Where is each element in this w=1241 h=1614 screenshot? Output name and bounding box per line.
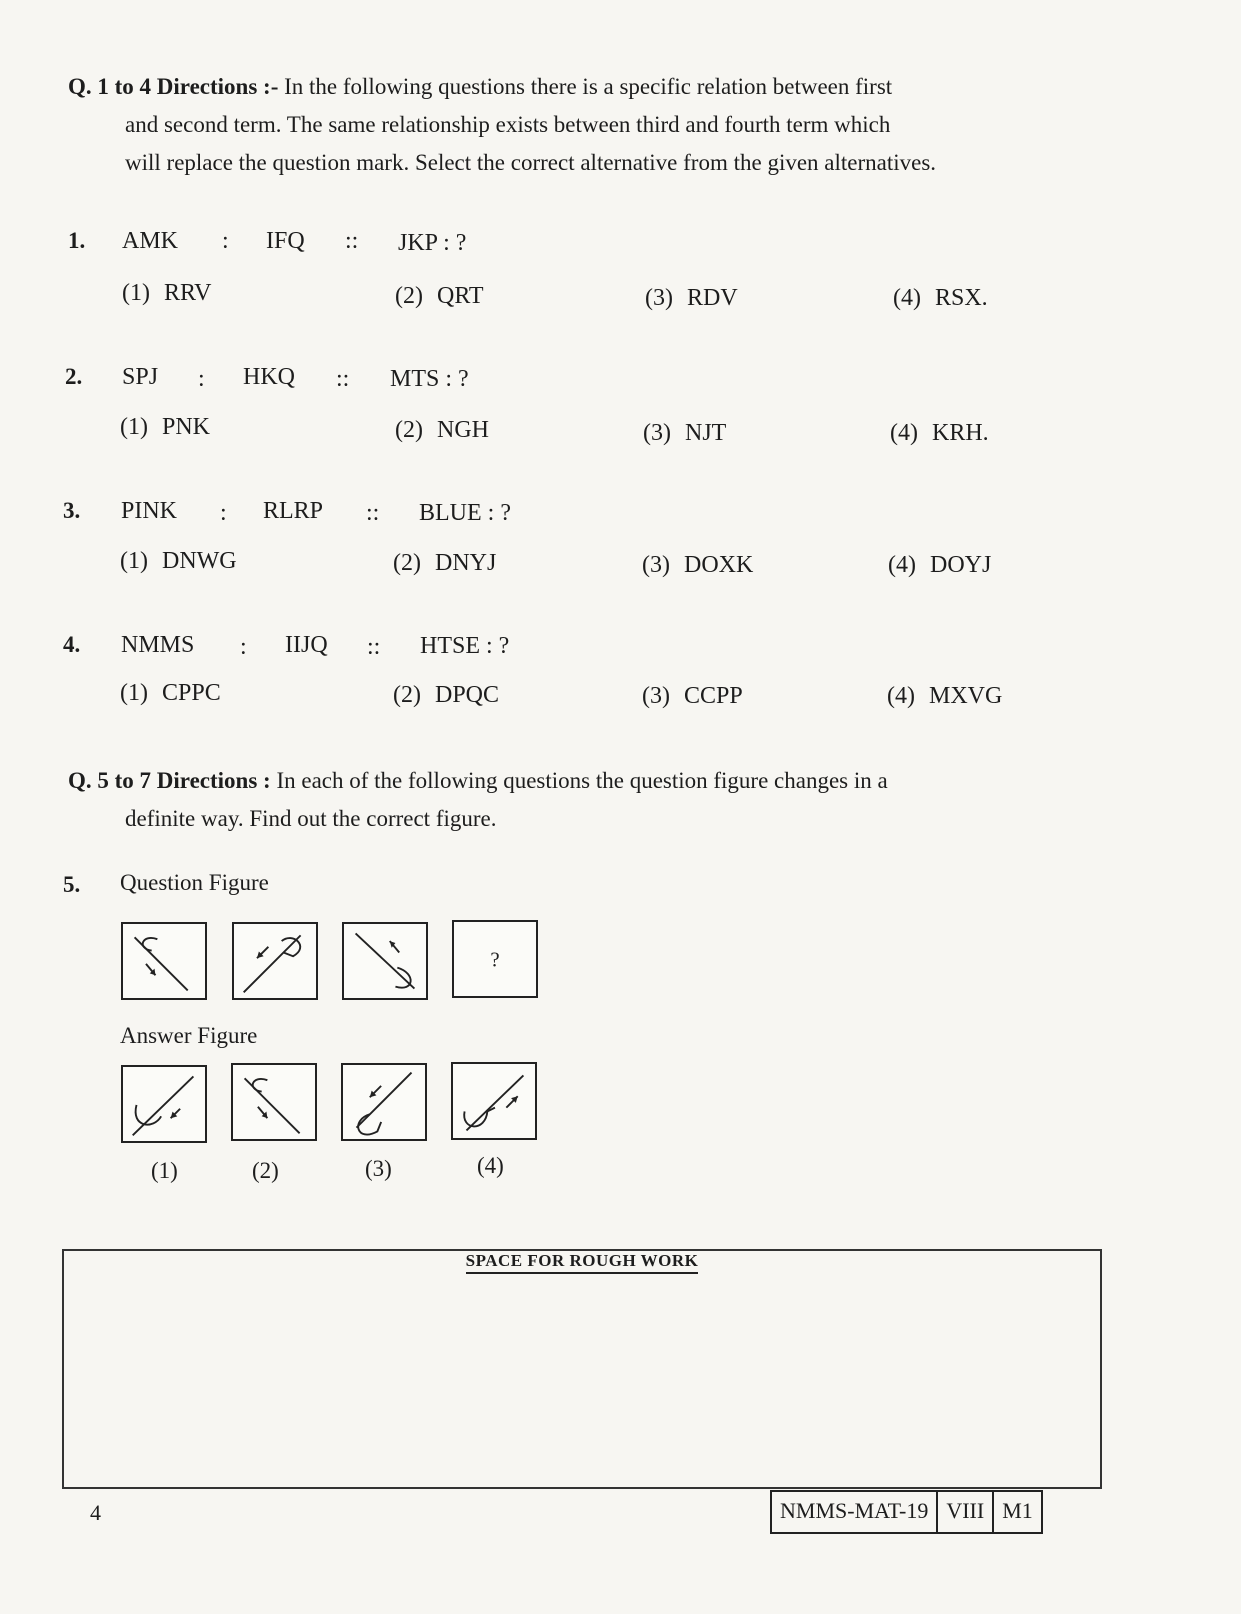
option-2[interactable]: (2) DNYJ [393, 550, 497, 576]
answer-figure-1[interactable] [121, 1065, 207, 1143]
term-2: HKQ [243, 364, 295, 390]
paper-code [770, 1490, 1043, 1534]
answer-number: (1) [151, 1158, 178, 1183]
term-2: IIJQ [285, 632, 328, 658]
page-number: 4 [90, 1500, 101, 1525]
question-number: 5. [63, 872, 81, 897]
term-2: IFQ [266, 228, 305, 254]
directions-line: definite way. Find out the correct figure. [125, 806, 497, 831]
arrow-curve-icon [233, 1065, 315, 1139]
term-separator: : [220, 500, 227, 526]
term-3: JKP : ? [398, 230, 467, 256]
directions-5-7 [68, 762, 1118, 838]
term-1: AMK [122, 228, 179, 254]
arrow-curve-icon [123, 1067, 205, 1141]
directions-line: and second term. The same relationship exists between third and fourth term which [125, 112, 891, 137]
class-cell: VIII [938, 1492, 994, 1532]
relation-symbol: :: [345, 228, 359, 254]
option-3[interactable]: (3) RDV [645, 285, 738, 311]
option-1[interactable]: (1) CPPC [120, 680, 221, 706]
option-3[interactable]: (3) CCPP [642, 683, 743, 709]
option-2[interactable]: (2) QRT [395, 283, 484, 309]
term-1: SPJ [122, 364, 159, 390]
arrow-curve-icon [453, 1064, 535, 1138]
term-separator: : [222, 228, 229, 254]
option-2[interactable]: (2) NGH [395, 417, 489, 443]
term-3: BLUE : ? [419, 500, 511, 526]
answer-number: (3) [365, 1156, 392, 1181]
rough-work-title: SPACE FOR ROUGH WORK [64, 1251, 1100, 1271]
question-figure-label: Question Figure [120, 870, 269, 895]
question-number: 1. [68, 228, 86, 253]
option-3[interactable]: (3) NJT [643, 420, 727, 446]
term-1: PINK [121, 498, 178, 524]
option-3[interactable]: (3) DOXK [642, 552, 754, 578]
set-cell: M1 [1002, 1498, 1033, 1523]
option-1[interactable]: (1) RRV [122, 280, 212, 306]
question-figure-4 [452, 920, 538, 998]
term-2: RLRP [263, 498, 324, 524]
option-1[interactable]: (1) PNK [120, 414, 210, 440]
directions-line: In the following questions there is a specific relation between first [284, 74, 893, 99]
option-4[interactable]: (4) MXVG [887, 683, 1003, 709]
question-figure-3 [342, 922, 428, 1000]
term-separator: : [240, 634, 247, 660]
arrow-curve-icon [234, 924, 316, 998]
answer-figure-3[interactable] [341, 1063, 427, 1141]
term-3: HTSE : ? [420, 633, 510, 659]
question-figure-2 [232, 922, 318, 1000]
question-number: 2. [65, 364, 83, 389]
relation-symbol: :: [336, 366, 350, 392]
directions-lead: Q. 5 to 7 Directions : [68, 768, 271, 793]
option-4[interactable]: (4) DOYJ [888, 552, 992, 578]
relation-symbol: :: [367, 634, 381, 660]
directions-line: In each of the following questions the question figure changes in a [276, 768, 888, 793]
answer-number: (4) [477, 1153, 504, 1178]
relation-symbol: :: [366, 500, 380, 526]
question-number: 4. [63, 632, 81, 657]
answer-figure-2[interactable] [231, 1063, 317, 1141]
term-separator: : [198, 366, 205, 392]
option-4[interactable]: (4) KRH. [890, 420, 989, 446]
option-1[interactable]: (1) DNWG [120, 548, 237, 574]
arrow-curve-icon [343, 1065, 425, 1139]
answer-number: (2) [252, 1158, 279, 1183]
option-4[interactable]: (4) RSX. [893, 285, 988, 311]
question-number: 3. [63, 498, 81, 523]
question-figure-1 [121, 922, 207, 1000]
directions-line: will replace the question mark. Select the correct alternative from the given alternatives. [125, 150, 937, 175]
directions-1-4 [68, 68, 1118, 182]
question-mark: ? [490, 947, 500, 972]
directions-lead: Q. 1 to 4 Directions :- [68, 74, 279, 99]
term-1: NMMS [121, 632, 195, 658]
code-cell: NMMS-MAT-19 [772, 1492, 938, 1532]
answer-figure-label: Answer Figure [120, 1023, 258, 1048]
answer-figure-4[interactable] [451, 1062, 537, 1140]
arrow-curve-icon [123, 924, 205, 998]
option-2[interactable]: (2) DPQC [393, 682, 500, 708]
arrow-curve-icon [344, 924, 426, 998]
term-3: MTS : ? [390, 366, 469, 392]
rough-work-box[interactable] [62, 1249, 1102, 1489]
